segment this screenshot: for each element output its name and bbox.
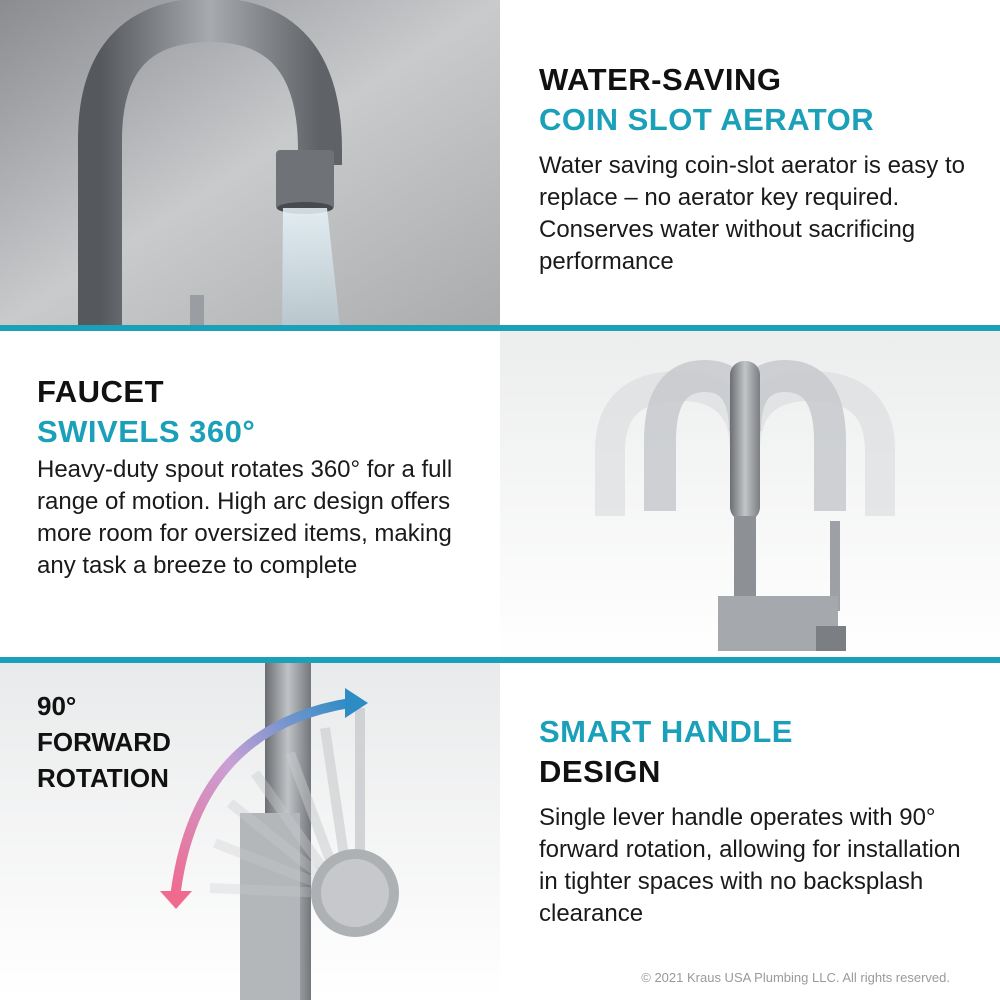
swivel-heading-line2: SWIVELS 360° [37, 414, 256, 449]
rotation-label-line3: ROTATION [37, 763, 169, 793]
copyright-notice: © 2021 Kraus USA Plumbing LLC. All rights reserved. [641, 970, 950, 985]
aerator-faucet-illustration [0, 0, 500, 327]
rotation-label-line1: 90° [37, 691, 77, 721]
aerator-text [539, 60, 969, 278]
handle-body: Single lever handle operates with 90° forward rotation, allowing for installation in tighter spaces with no backsplash clearance [539, 804, 961, 927]
swivel-body: Heavy-duty spout rotates 360° for a full range of motion. High arc design offers more room for oversized items, making any task a breeze to complete [37, 456, 453, 579]
handle-heading-line1: SMART HANDLE [539, 714, 793, 749]
aerator-heading-line2: COIN SLOT AERATOR [539, 102, 875, 137]
swivel-photo [500, 331, 1000, 661]
swivel-text [37, 372, 457, 582]
handle-heading-line2: DESIGN [539, 754, 661, 789]
aerator-photo [0, 0, 500, 327]
swivel-faucet-illustration [500, 331, 1000, 661]
handle-text [539, 712, 969, 930]
rotation-label-line2: FORWARD [37, 727, 171, 757]
rotation-label [37, 688, 171, 796]
aerator-body: Water saving coin-slot aerator is easy to replace – no aerator key required. Conserves water without sacrificing performance [539, 152, 965, 275]
aerator-heading-line1: WATER-SAVING [539, 62, 782, 97]
swivel-heading-line1: FAUCET [37, 374, 164, 409]
